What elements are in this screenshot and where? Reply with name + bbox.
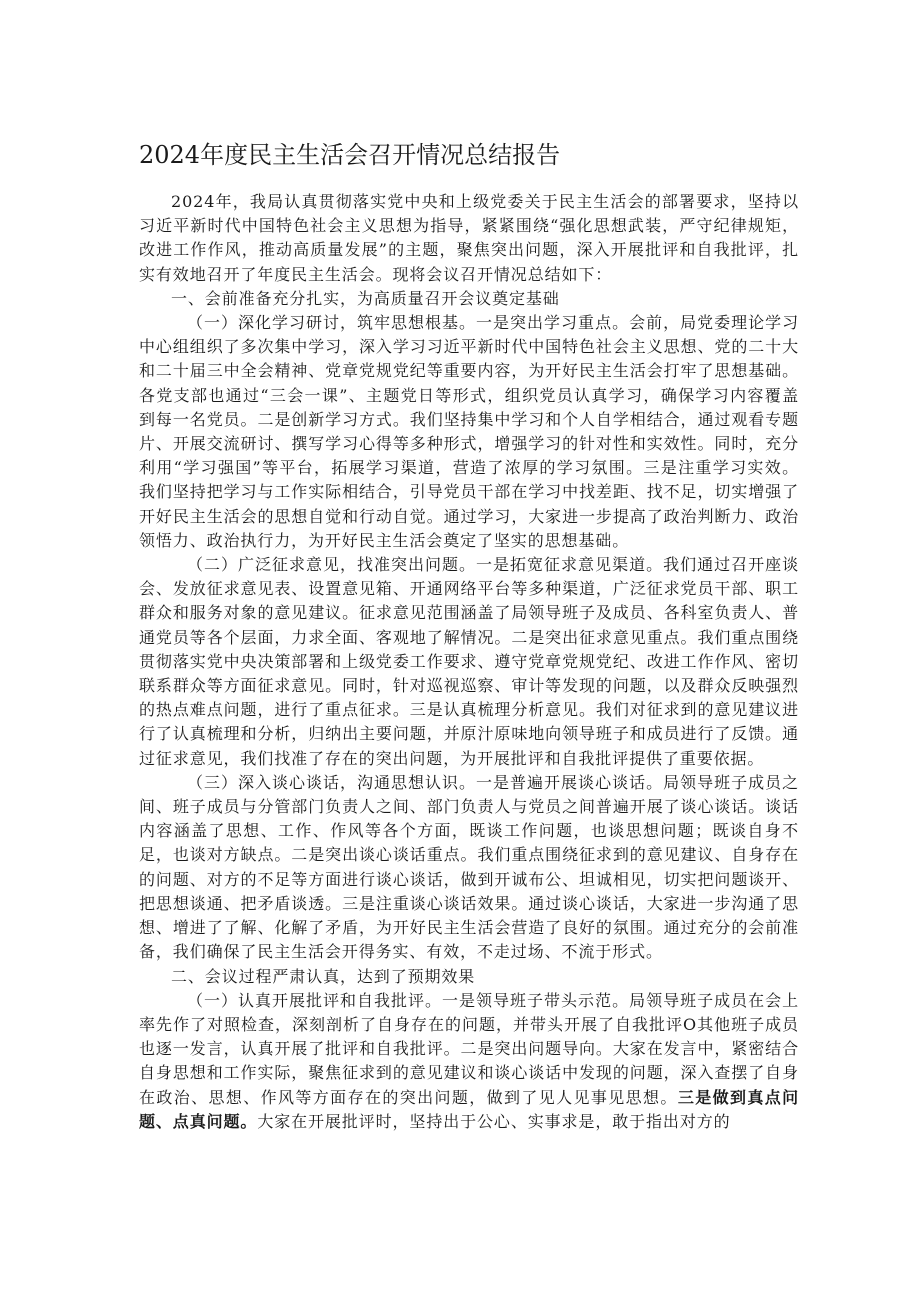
section-2-heading: 二、会议过程严肃认真，达到了预期效果 [171, 966, 476, 986]
section-1-heading: 一、会前准备充分扎实，为高质量召开会议奠定基础 [171, 288, 560, 308]
section-1-paragraph-1: （一）深化学习研讨，筑牢思想根基。一是突出学习重点。会前，局党委理论学习中心组组织了多次集中学习，深入学习习近平新时代中国特色社会主义思想、党的二十大和二十届三中全会精神、党章党规党纪等重要内容，为开好民主生活会打牢了思想基础。各党支部也通过“三会一课”、主题党日等形式，组织党员认真学习，确保学习内容覆盖到每一名党员。二是创新学习方式。我们坚持集中学习和个人自学相结合，通过观看专题片、开展交流研讨、撰写学习心得等多种形式，增强学习的针对性和实效性。同时，充分利用“学习强国”等平台，拓展学习渠道，营造了浓厚的学习氛围。三是注重学习实效。我们坚持把学习与工作实际相结合，引导党员干部在学习中找差距、找不足，切实增强了开好民主生活会的思想自觉和行动自觉。通过学习，大家进一步提高了政治判断力、政治领悟力、政治执行力，为开好民主生活会奠定了坚实的思想基础。 [139, 313, 799, 550]
page-title: 2024年度民主生活会召开情况总结报告 [139, 141, 561, 169]
section-2-paragraph-1-text: （一）认真开展批评和自我批评。一是领导班子带头示范。局领导班子成员在会上率先作了对照检查，深刻剖析了自身存在的问题，并带头开展了自我批评O其他班子成员也逐一发言，认真开展了批评和自我批评。二是突出问题导向。大家在发言中，紧密结合自身思想和工作实际，聚焦征求到的意见建议和谈心谈话中发现的问题，深入查摆了自身在政治、思想、作风等方面存在的突出问题，做到了见人见事见思想。 [139, 990, 799, 1107]
section-2-paragraph-1-bold: 三是做到真点问题、点真问题。 [139, 1087, 799, 1131]
document-body [139, 190, 799, 1134]
section-1-paragraph-3: （三）深入谈心谈话，沟通思想认识。一是普遍开展谈心谈话。局领导班子成员之间、班子成员与分管部门负责人之间、部门负责人与党员之间普遍开展了谈心谈话。谈话内容涵盖了思想、工作、作风等各个方面，既谈工作问题，也谈思想问题；既谈自身不足，也谈对方缺点。二是突出谈心谈话重点。我们重点围绕征求到的意见建议、自身存在的问题、对方的不足等方面进行谈心谈话，做到开诚布公、坦诚相见，切实把问题谈开、把思想谈通、把矛盾谈透。三是注重谈心谈话效果。通过谈心谈话，大家进一步沟通了思想、增进了了解、化解了矛盾，为开好民主生活会营造了良好的氛围。通过充分的会前准备，我们确保了民主生活会开得务实、有效，不走过场、不流于形式。 [139, 772, 799, 962]
section-2-paragraph-1-tail: 大家在开展批评时，坚持出于公心、实事求是，敢于指出对方的 [257, 1111, 731, 1131]
section-2-paragraph-1 [139, 989, 799, 1134]
intro-paragraph: 2024年，我局认真贯彻落实党中央和上级党委关于民主生活会的部署要求，坚持以习近平新时代中国特色社会主义思想为指导，紧紧围绕“强化思想武装，严守纪律规矩，改进工作作风，推动高质量发展”的主题，聚焦突出问题，深入开展批评和自我批评，扎实有效地召开了年度民主生活会。现将会议召开情况总结如下： [139, 192, 799, 284]
section-1-paragraph-2: （二）广泛征求意见，找准突出问题。一是拓宽征求意见渠道。我们通过召开座谈会、发放征求意见表、设置意见箱、开通网络平台等多种渠道，广泛征求党员干部、职工群众和服务对象的意见建议。征求意见范围涵盖了局领导班子及成员、各科室负责人、普通党员等各个层面，力求全面、客观地了解情况。二是突出征求意见重点。我们重点围绕贯彻落实党中央决策部署和上级党委工作要求、遵守党章党规党纪、改进工作作风、密切联系群众等方面征求意见。同时，针对巡视巡察、审计等发现的问题，以及群众反映强烈的热点难点问题，进行了重点征求。三是认真梳理分析意见。我们对征求到的意见建议进行了认真梳理和分析，归纳出主要问题，并原汁原味地向领导班子和成员进行了反馈。通过征求意见，我们找准了存在的突出问题，为开展批评和自我批评提供了重要依据。 [139, 555, 799, 768]
